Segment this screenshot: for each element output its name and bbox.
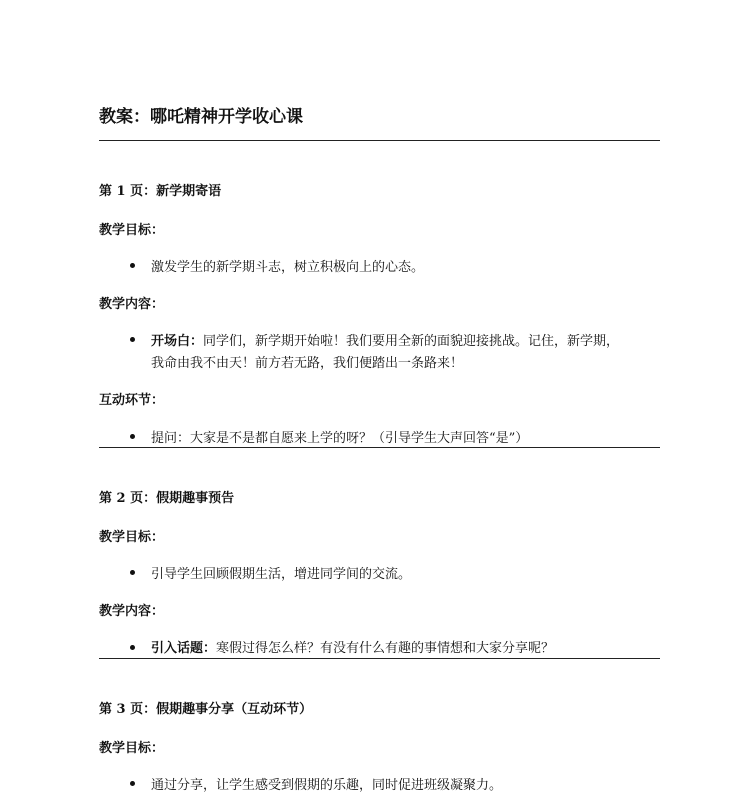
section-1-goal-label: 教学目标： xyxy=(99,223,165,238)
section-2-content-lead: 引入话题： xyxy=(151,641,217,656)
bullet-icon xyxy=(130,337,135,342)
section-1-interact-item: 提问：大家是不是都自愿来上学的呀？（引导学生大声回答“是”） xyxy=(151,431,529,446)
section-3-goal-label: 教学目标： xyxy=(99,741,165,756)
section-1-divider xyxy=(99,447,660,448)
section-2-content-label: 教学内容： xyxy=(99,604,165,619)
section-1-content-lead: 开场白： xyxy=(151,334,204,349)
bullet-icon xyxy=(130,781,135,786)
section-1-content-label: 教学内容： xyxy=(99,297,165,312)
document-title: 教案：哪吒精神开学收心课 xyxy=(99,107,303,127)
bullet-icon xyxy=(130,263,135,268)
bullet-icon xyxy=(130,570,135,575)
section-1-content-line2: 我命由我不由天！前方若无路，我们便踏出一条路来！ xyxy=(151,356,464,371)
section-2-heading: 第 2 页：假期趣事预告 xyxy=(99,491,235,506)
section-2-content-text: 寒假过得怎么样？有没有什么有趣的事情想和大家分享呢？ xyxy=(216,641,555,656)
section-3-goal-item: 通过分享，让学生感受到假期的乐趣，同时促进班级凝聚力。 xyxy=(151,778,503,793)
section-1-content-line1 xyxy=(151,330,619,349)
section-1-heading: 第 1 页：新学期寄语 xyxy=(99,184,222,199)
section-1-interact-label: 互动环节： xyxy=(99,393,165,408)
section-1-goal-item: 激发学生的新学期斗志，树立积极向上的心态。 xyxy=(151,260,425,275)
bullet-icon xyxy=(130,434,135,439)
bullet-icon xyxy=(130,645,135,650)
section-3-heading: 第 3 页：假期趣事分享（互动环节） xyxy=(99,702,313,717)
section-2-goal-item: 引导学生回顾假期生活，增进同学间的交流。 xyxy=(151,567,412,582)
section-2-goal-label: 教学目标： xyxy=(99,530,165,545)
section-1-content-text: 同学们，新学期开始啦！我们要用全新的面貌迎接挑战。记住，新学期， xyxy=(203,334,620,349)
section-2-content-item xyxy=(151,637,554,656)
title-divider xyxy=(99,140,660,141)
section-2-divider xyxy=(99,658,660,659)
